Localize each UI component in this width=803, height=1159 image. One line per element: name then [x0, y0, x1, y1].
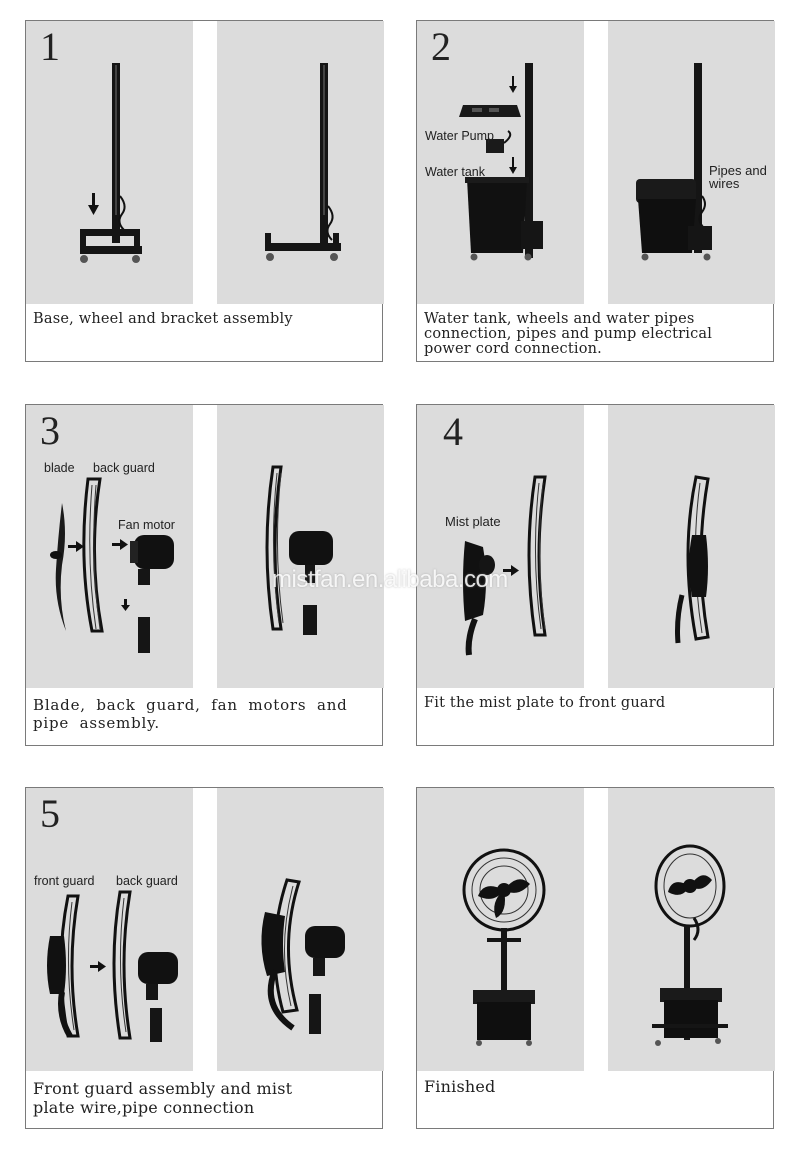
step-number: 1 — [40, 24, 60, 69]
step-caption: Front guard assembly and mist plate wire,pipe connection — [33, 1079, 293, 1117]
finished-photo-right — [608, 788, 775, 1071]
step-4-photo-right — [608, 405, 775, 688]
step-card-5 — [25, 787, 383, 1129]
pipes-and-wires-label: Pipes and wires — [709, 163, 767, 191]
finished-caption: Finished — [424, 1077, 496, 1096]
finished-card — [416, 787, 774, 1129]
step-5-photo-right — [217, 788, 384, 1071]
step-number: 5 — [40, 791, 60, 836]
mist-fan-angled-view-image — [608, 788, 775, 1071]
front-guard-assembled-image — [217, 788, 384, 1071]
watermark: mistfan.en.alibaba.com — [272, 566, 508, 593]
water-tank-label: Water tank — [425, 165, 485, 179]
fan-motor-label: Fan motor — [118, 518, 175, 532]
step-card-1 — [25, 20, 383, 362]
blade-guard-motor-assembled-image — [217, 405, 384, 688]
step-caption: Base, wheel and bracket assembly — [33, 311, 293, 327]
step-card-2 — [416, 20, 774, 362]
finished-photo-left — [417, 788, 584, 1071]
blade-label: blade — [44, 461, 75, 475]
mist-fan-front-view-image — [417, 788, 584, 1071]
step-number: 2 — [431, 24, 451, 69]
back-guard-label: back guard — [116, 874, 178, 888]
step-caption: Fit the mist plate to front guard — [424, 695, 666, 711]
mist-plate-label: Mist plate — [445, 514, 501, 529]
step-caption: Water tank, wheels and water pipes connection, pipes and pump electrical power cord connection. — [424, 311, 713, 357]
water-pump-label: Water Pump — [425, 129, 495, 143]
step-1-photo-right — [217, 21, 384, 304]
stand-frame-assembled-image — [217, 21, 384, 304]
back-guard-label: back guard — [93, 461, 155, 475]
front-guard-label: front guard — [34, 874, 95, 888]
step-number: 4 — [443, 409, 463, 454]
mist-plate-fitted-image — [608, 405, 775, 688]
step-3-photo-right — [217, 405, 384, 688]
step-number: 3 — [40, 408, 60, 453]
step-caption: Blade, back guard, fan motors and pipe assembly. — [33, 696, 348, 732]
